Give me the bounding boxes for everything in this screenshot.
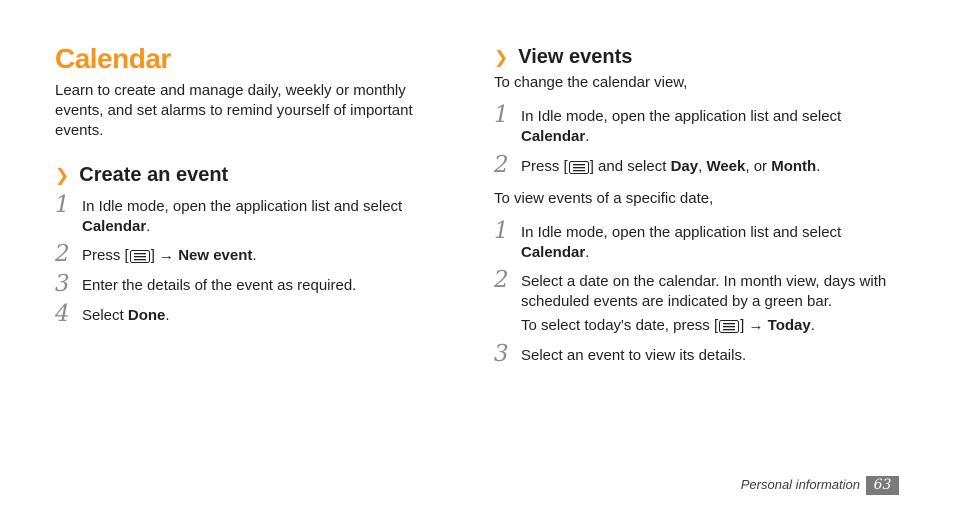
menu-key-icon bbox=[130, 249, 150, 269]
step-number: 1 bbox=[55, 192, 70, 218]
change-view-intro: To change the calendar view, bbox=[494, 74, 688, 91]
step-bold: New event bbox=[178, 247, 253, 264]
footer-section-label: Personal information bbox=[740, 477, 860, 492]
step-text-part: Press [ bbox=[82, 247, 129, 264]
step-number: 4 bbox=[55, 301, 70, 327]
step-text: Enter the details of the event as required. bbox=[82, 277, 357, 294]
step-text-part: ] and select bbox=[589, 158, 667, 175]
step-bold: Calendar bbox=[521, 244, 586, 261]
step-text-part: To select today's date, press [ bbox=[521, 317, 719, 334]
view-events-heading-text: View events bbox=[518, 46, 633, 68]
chevron-right-icon: ❯ bbox=[494, 48, 509, 67]
create-event-heading-text: Create an event bbox=[79, 164, 229, 186]
step-number: 1 bbox=[494, 218, 509, 244]
specific-date-intro: To view events of a specific date, bbox=[494, 190, 714, 207]
step-end: . bbox=[585, 244, 590, 261]
step-sep: , or bbox=[745, 158, 768, 175]
step-end: . bbox=[252, 247, 257, 264]
step-text-part: Press [ bbox=[521, 158, 568, 175]
page-footer bbox=[735, 476, 900, 496]
step-text bbox=[521, 223, 871, 263]
step-number: 3 bbox=[55, 271, 70, 297]
step-text bbox=[521, 272, 906, 312]
step-bold: Month bbox=[771, 158, 817, 175]
step-bold: Calendar bbox=[82, 218, 147, 235]
step-end: . bbox=[165, 307, 170, 324]
step-number: 1 bbox=[494, 102, 509, 128]
step-number: 2 bbox=[494, 267, 509, 293]
step-text-part: ] → bbox=[740, 317, 764, 334]
create-event-heading bbox=[55, 163, 228, 188]
page-title: Calendar bbox=[55, 43, 171, 74]
step-text bbox=[82, 197, 432, 237]
step-text: Select an event to view its details. bbox=[521, 347, 747, 364]
step-end: . bbox=[816, 158, 821, 175]
step-text bbox=[82, 306, 472, 326]
step-end: . bbox=[585, 128, 590, 145]
step-text-part: Select a date on the calendar. In month view, days with scheduled events are indicated by a green bar. bbox=[521, 273, 887, 310]
step-text-part: ] → bbox=[150, 247, 175, 264]
intro-text: Learn to create and manage daily, weekly or monthly events, and set alarms to remind yourself of important events. bbox=[55, 82, 413, 139]
menu-key-icon bbox=[719, 319, 739, 339]
step-bold: Week bbox=[706, 158, 746, 175]
step-number: 2 bbox=[55, 241, 70, 267]
step-bold: Today bbox=[767, 317, 811, 334]
step-text bbox=[521, 157, 911, 180]
step-number: 2 bbox=[494, 152, 509, 178]
step-text-part: In Idle mode, open the application list and select bbox=[521, 224, 842, 241]
step-text-part: In Idle mode, open the application list and select bbox=[82, 198, 403, 215]
step-text-part: In Idle mode, open the application list and select bbox=[521, 108, 842, 125]
step-text bbox=[82, 246, 472, 269]
menu-key-icon bbox=[569, 160, 589, 180]
step-number: 3 bbox=[494, 341, 509, 367]
step-subtext bbox=[521, 316, 906, 339]
step-bold: Day bbox=[670, 158, 699, 175]
step-bold: Calendar bbox=[521, 128, 586, 145]
step-end: . bbox=[146, 218, 151, 235]
step-end: . bbox=[810, 317, 815, 334]
chevron-right-icon: ❯ bbox=[55, 166, 70, 185]
step-text-part: Select bbox=[82, 307, 124, 324]
step-bold: Done bbox=[127, 307, 166, 324]
step-text bbox=[521, 107, 871, 147]
page-number-badge: 63 bbox=[866, 476, 899, 495]
step-sep: , bbox=[698, 158, 703, 175]
view-events-heading bbox=[494, 45, 632, 70]
